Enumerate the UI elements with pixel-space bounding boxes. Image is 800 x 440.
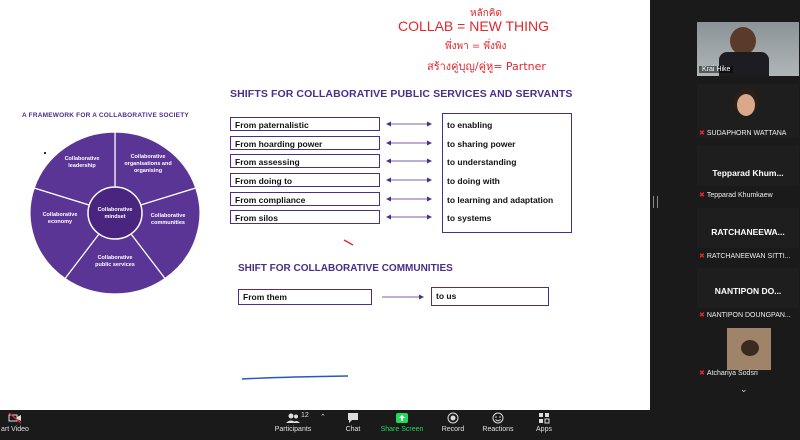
dog-nose-shape	[741, 340, 759, 356]
mic-muted-icon: ✖	[699, 253, 705, 260]
shift-to-5: to systems	[447, 213, 492, 223]
annotation-partner: สร้างคู่บุญ/คู่หู= Partner	[427, 60, 546, 73]
segment-2-l2: communities	[151, 220, 185, 226]
annotation-collab: COLLAB = NEW THING	[398, 18, 550, 34]
shift-to-1: to sharing power	[447, 139, 516, 149]
pen-cursor	[44, 152, 46, 154]
double-arrow-icon	[386, 158, 432, 164]
segment-1-l2: organisations and	[124, 161, 172, 167]
segment-3-l1: Collaborative	[97, 255, 133, 261]
face-avatar	[730, 27, 756, 55]
reactions-button[interactable]	[480, 412, 516, 433]
segment-1-l3: organising	[133, 168, 163, 174]
participants-label: Participants	[274, 426, 312, 433]
participant-name: Krai Hike	[699, 66, 733, 73]
participant-big-name: NANTIPON DO...	[714, 286, 782, 296]
scroll-down-chevron-icon[interactable]: ⌄	[740, 384, 748, 394]
shifts-title: SHIFTS FOR COLLABORATIVE PUBLIC SERVICES AND SERVANTS	[230, 88, 573, 100]
share-screen-button[interactable]	[378, 412, 426, 433]
double-arrow-icon	[386, 121, 432, 127]
shift-from-5: From silos	[230, 210, 380, 224]
reactions-icon	[491, 412, 505, 424]
participant-name-atchariya: ✖ Atchariya Sodsri	[699, 370, 758, 377]
center-label-2: mindset	[104, 214, 126, 220]
face-skin	[737, 94, 755, 116]
shift-from-0: From paternalistic	[230, 117, 380, 131]
apps-label: Apps	[536, 426, 552, 433]
segment-4-l2: economy	[47, 219, 73, 225]
shift-to-3: to doing with	[447, 176, 500, 186]
participants-count: 12	[301, 412, 309, 419]
shift-to-2: to understanding	[447, 157, 517, 167]
participant-name-tepparad: ✖ Tepparad Khumkaew	[699, 192, 773, 199]
reactions-label: Reactions	[482, 426, 514, 433]
communities-title: SHIFT FOR COLLABORATIVE COMMUNITIES	[238, 263, 453, 274]
mic-muted-icon: ✖	[699, 370, 705, 377]
double-arrow-icon	[386, 177, 432, 183]
record-button[interactable]	[438, 412, 468, 433]
double-arrow-icon	[386, 196, 432, 202]
annotation-thai-principle: หลักคิด	[470, 8, 502, 19]
segment-0-l1: Collaborative	[64, 156, 100, 162]
mic-muted-icon: ✖	[699, 312, 705, 319]
wheel-center	[88, 187, 142, 239]
annotation-tick-mark	[342, 238, 356, 248]
participant-name-ratchaneewan: ✖ RATCHANEEWAN SITTI...	[699, 253, 791, 260]
participant-name-nantipon: ✖ NANTIPON DOUNGPAN...	[699, 312, 791, 319]
mic-muted-icon: ✖	[699, 130, 705, 137]
double-arrow-icon	[386, 140, 432, 146]
arrow-right-icon	[380, 294, 424, 300]
shift-to-4: to learning and adaptation	[447, 195, 554, 205]
segment-2-l1: Collaborative	[150, 213, 186, 219]
shift-from-2: From assessing	[230, 154, 380, 168]
mic-muted-icon: ✖	[699, 192, 705, 199]
segment-3-l2: public services	[95, 262, 135, 268]
video-off-icon	[8, 412, 22, 424]
chat-button[interactable]	[338, 412, 368, 433]
framework-title: A FRAMEWORK FOR A COLLABORATIVE SOCIETY	[22, 112, 189, 119]
participant-big-name: Tepparad Khum...	[712, 168, 784, 178]
shift-from-4: From compliance	[230, 192, 380, 206]
start-video-label: art Video	[1, 426, 29, 433]
segment-0-l2: leadership	[68, 163, 96, 169]
apps-button[interactable]	[530, 412, 558, 433]
record-icon	[446, 412, 460, 424]
framework-wheel	[30, 132, 200, 294]
record-label: Record	[441, 426, 465, 433]
annotation-underline-mark	[240, 374, 352, 382]
participant-photo-atchariya[interactable]	[727, 328, 771, 370]
community-to: to us	[431, 287, 549, 306]
participants-caret-icon[interactable]: ⌃	[320, 414, 326, 421]
participant-tile-tepparad[interactable]	[697, 146, 799, 186]
share-screen-label: Share Screen	[380, 426, 424, 433]
shift-from-3: From doing to	[230, 173, 380, 187]
participants-icon	[286, 412, 300, 424]
annotation-depend: พึ่งพา = พึ่งพิง	[445, 41, 507, 52]
apps-icon	[537, 412, 551, 424]
shift-to-0: to enabling	[447, 120, 493, 130]
community-from: From them	[238, 289, 372, 305]
segment-1-l1: Collaborative	[130, 154, 166, 160]
shift-from-1: From hoarding power	[230, 136, 380, 150]
participant-name-sudaphorn: ✖ SUDAPHORN WATTANA	[699, 130, 787, 137]
start-video-button[interactable]	[0, 412, 30, 433]
share-screen-icon	[395, 412, 409, 424]
center-label-1: Collaborative	[97, 207, 133, 213]
chat-icon	[346, 412, 360, 424]
participant-tile-krai[interactable]	[697, 22, 799, 76]
chat-label: Chat	[345, 426, 361, 433]
segment-4-l1: Collaborative	[42, 212, 78, 218]
participant-big-name: RATCHANEEWA...	[711, 227, 785, 237]
panel-resize-handle[interactable]	[653, 196, 658, 208]
double-arrow-icon	[386, 214, 432, 220]
